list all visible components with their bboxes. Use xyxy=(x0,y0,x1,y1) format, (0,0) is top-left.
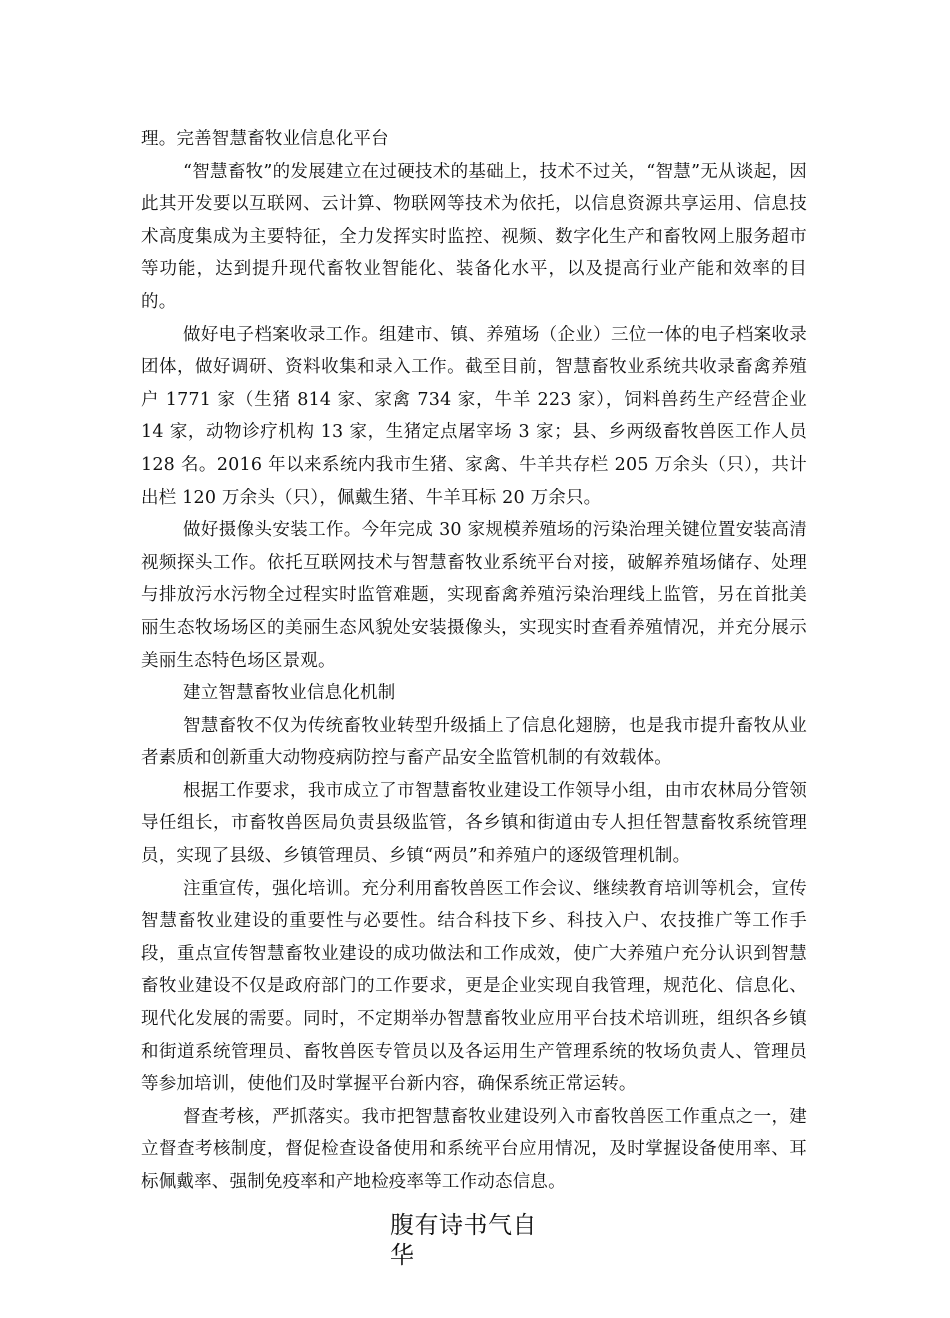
paragraph-publicity-training: 注重宣传，强化培训。充分利用畜牧兽医工作会议、继续教育培训等机会，宣传智慧畜牧业建设的重要性与必要性。结合科技下乡、科技入户、农技推广等工作手段，重点宣传智慧畜牧业建设的成功做法和工作成效，使广大养殖户充分认识到智慧畜牧业建设不仅是政府部门的工作要求，更是企业实现自我管理，规范化、信息化、现代化发展的需要。同时，不定期举办智慧畜牧业应用平台技术培训班，组织各乡镇和街道系统管理员、畜牧兽医专管员以及各运用生产管理系统的牧场负责人、管理员等参加培训，使他们及时掌握平台新内容，确保系统正常运转。 xyxy=(141,878,807,1095)
paragraph-mechanism-intro: 智慧畜牧不仅为传统畜牧业转型升级插上了信息化翅膀，也是我市提升畜牧从业者素质和创新重大动物疫病防控与畜产品安全监管机制的有效载体。 xyxy=(141,715,807,769)
footer-motto: 腹有诗书气自华 xyxy=(390,1211,537,1269)
paragraph-camera-installation: 做好摄像头安装工作。今年完成 30 家规模养殖场的污染治理关键位置安装高清视频探头工作。依托互联网技术与智慧畜牧业系统平台对接，破解养殖场储存、处理与排放污水污物全过程实时监管难题，实现畜禽养殖污染治理线上监管，另在首批美丽生态牧场场区的美丽生态风貌处安装摄像头，实现实时查看养殖情况，并充分展示美丽生态特色场区景观。 xyxy=(141,520,807,671)
paragraph-supervision-assessment: 督查考核，严抓落实。我市把智慧畜牧业建设列入市畜牧兽医工作重点之一，建立督查考核制度，督促检查设备使用和系统平台应用情况，及时掌握设备使用率、耳标佩戴率、强制免疫率和产地检疫率等工作动态信息。 xyxy=(141,1106,807,1192)
paragraph-electronic-records: 做好电子档案收录工作。组建市、镇、养殖场（企业）三位一体的电子档案收录团体，做好调研、资料收集和录入工作。截至目前，智慧畜牧业系统共收录畜禽养殖户 1771 家（生猪 814 家、家禽 734 家，牛羊 223 家），饲料兽药生产经营企业 14 家，动物诊疗机构 13 家，生猪定点屠宰场 3 家；县、乡两级畜牧兽医工作人员 128 名。2016 年以来系统内我市生猪、家禽、牛羊共存栏 205 万余头（只），共计出栏 120 万余头（只），佩戴生猪、牛羊耳标 20 万余只。 xyxy=(141,324,807,508)
paragraph-leadership-group: 根据工作要求，我市成立了市智慧畜牧业建设工作领导小组，由市农林局分管领导任组长，市畜牧兽医局负责县级监管，各乡镇和街道由专人担任智慧畜牧系统管理员，实现了县级、乡镇管理员、乡镇“两员”和养殖户的逐级管理机制。 xyxy=(141,780,807,867)
paragraph-technology-foundation: “智慧畜牧”的发展建立在过硬技术的基础上，技术不过关，“智慧”无从谈起，因此其开发要以互联网、云计算、物联网等技术为依托，以信息资源共享运用、信息技术高度集成为主要特征，全力发挥实时监控、视频、数字化生产和畜牧网上服务超市等功能，达到提升现代畜牧业智能化、装备化水平，以及提高行业产能和效率的目的。 xyxy=(141,161,807,312)
paragraph-section-heading-platform: 理。完善智慧畜牧业信息化平台 xyxy=(141,129,389,149)
document-body xyxy=(141,123,807,1199)
paragraph-section-heading-mechanism: 建立智慧畜牧业信息化机制 xyxy=(183,683,396,704)
